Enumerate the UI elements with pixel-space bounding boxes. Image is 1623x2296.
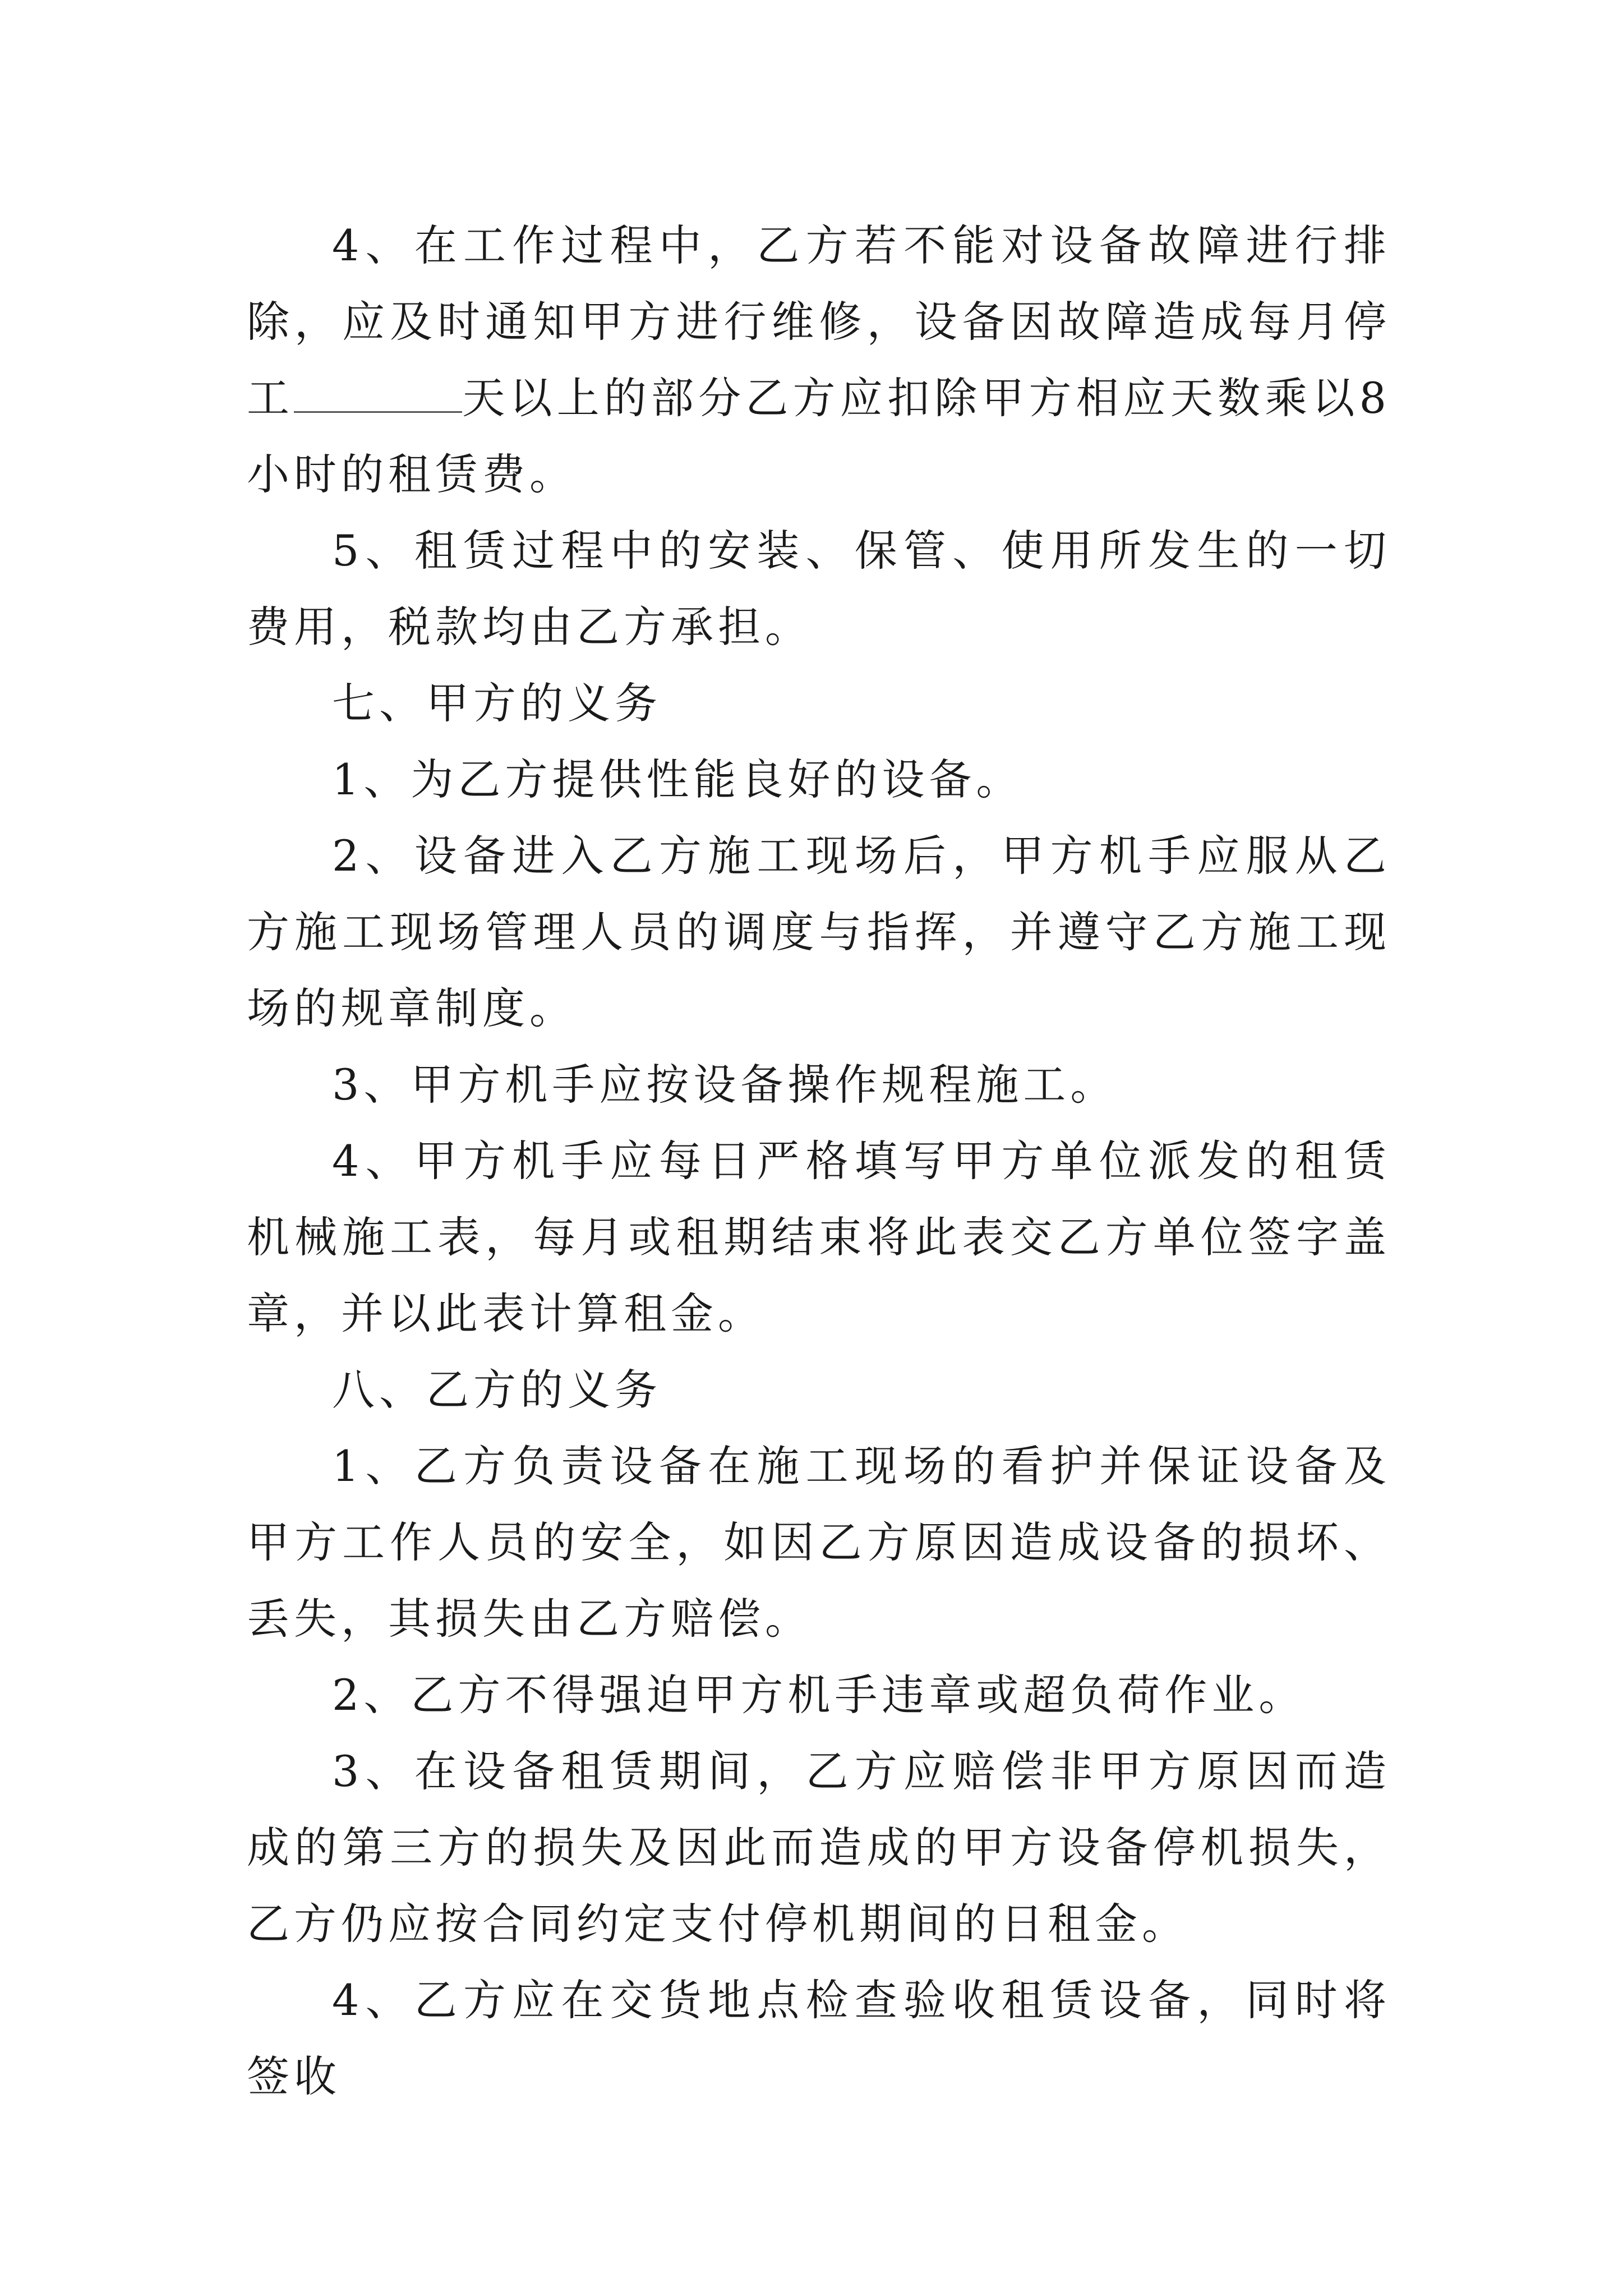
section-heading: 八、乙方的义务 xyxy=(332,1365,662,1415)
clause-text: 4、在工作过程中，乙方若不能对设备故障进行排除，应及时通知甲方进行维修，设备因故障造成每月停工 xyxy=(247,220,1391,423)
clause-text: 天以上的部分乙方应扣除甲方相应天数乘以8小时的租赁费。 xyxy=(247,373,1391,499)
clause-paragraph: 1、为乙方提供性能良好的设备。 xyxy=(332,754,1023,804)
clause-paragraph: 2、设备进入乙方施工现场后，甲方机手应服从乙方施工现场管理人员的调度与指挥，并遵守乙方施工现场的规章制度。 xyxy=(247,831,1391,1033)
document-body xyxy=(247,208,1391,2115)
clause-paragraph xyxy=(247,208,1391,513)
clause-paragraph: 3、甲方机手应按设备操作规程施工。 xyxy=(332,1060,1118,1110)
clause-paragraph: 1、乙方负责设备在施工现场的看护并保证设备及甲方工作人员的安全，如因乙方原因造成设备的损坏、丢失，其损失由乙方赔偿。 xyxy=(247,1441,1391,1644)
section-heading: 七、甲方的义务 xyxy=(332,678,662,728)
clause-paragraph: 5、租赁过程中的安装、保管、使用所发生的一切费用，税款均由乙方承担。 xyxy=(247,526,1391,652)
clause-paragraph: 2、乙方不得强迫甲方机手违章或超负荷作业。 xyxy=(332,1670,1306,1720)
clause-paragraph: 3、在设备租赁期间，乙方应赔偿非甲方原因而造成的第三方的损失及因此而造成的甲方设备停机损失，乙方仍应按合同约定支付停机期间的日租金。 xyxy=(247,1746,1391,1949)
fill-in-blank[interactable] xyxy=(294,378,462,413)
clause-paragraph: 4、甲方机手应每日严格填写甲方单位派发的租赁机械施工表，每月或租期结束将此表交乙方单位签字盖章，并以此表计算租金。 xyxy=(247,1136,1391,1338)
clause-paragraph: 4、乙方应在交货地点检查验收租赁设备，同时将签收 xyxy=(247,1975,1391,2101)
